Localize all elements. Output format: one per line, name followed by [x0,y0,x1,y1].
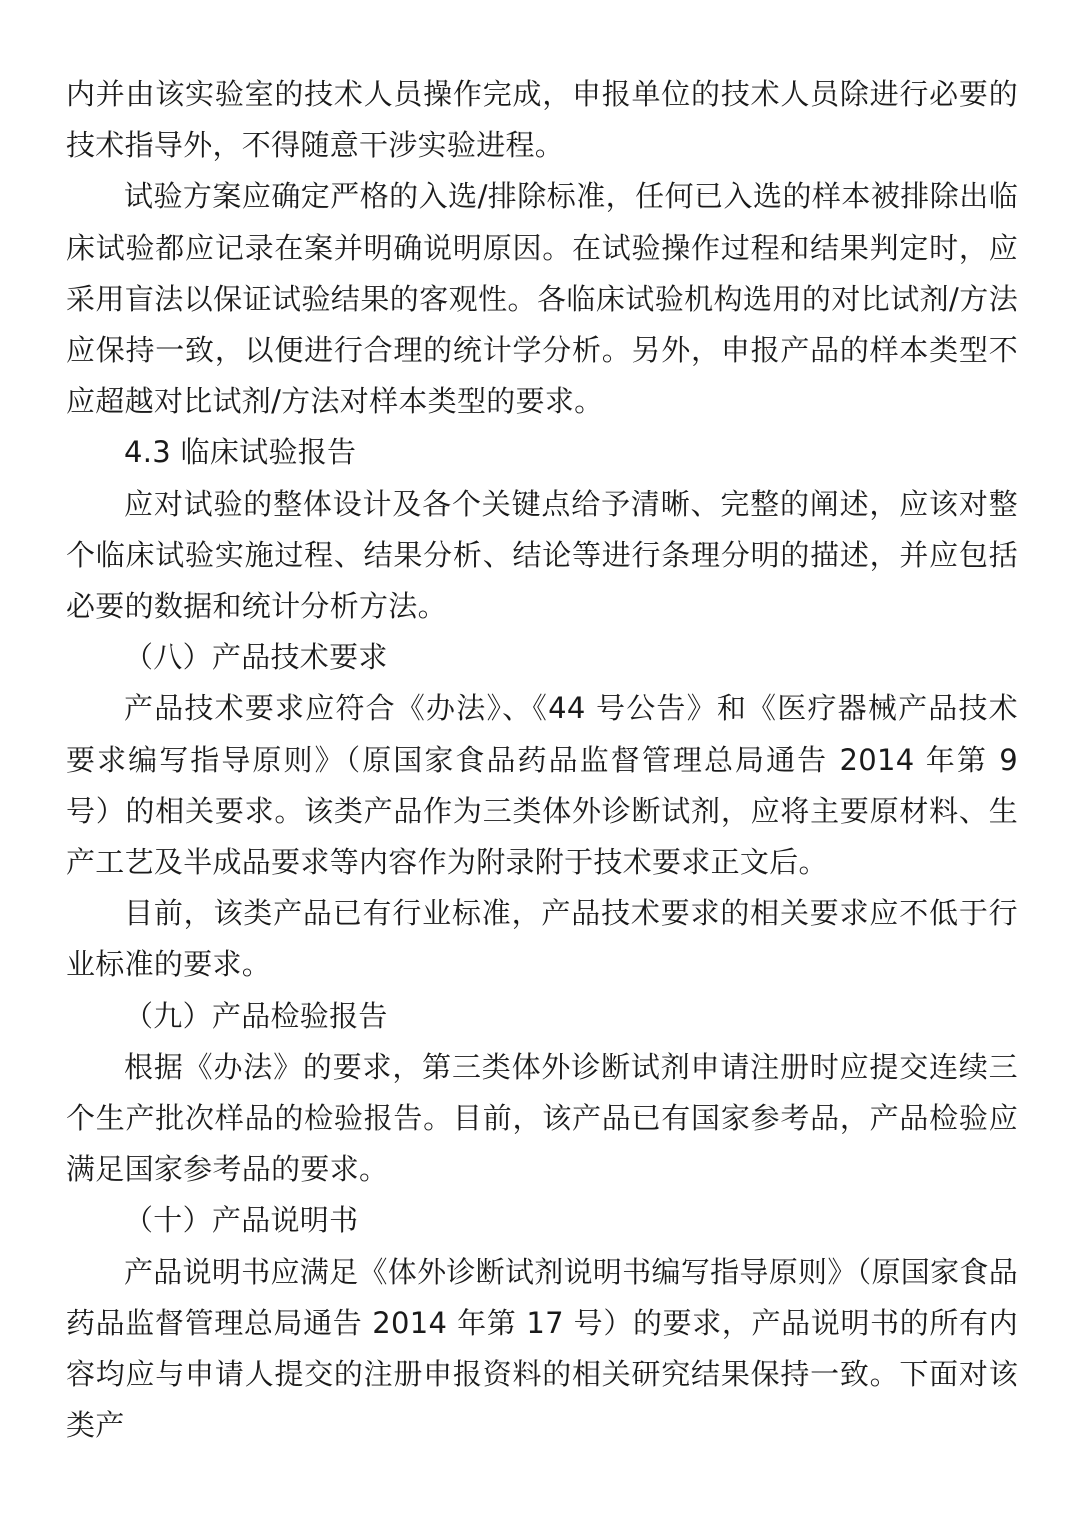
section-heading-8: （八）产品技术要求 [124,640,388,675]
section-heading-10: （十）产品说明书 [124,1203,359,1238]
paragraph-continuation: 内并由该实验室的技术人员操作完成，申报单位的技术人员除进行必要的技术指导外，不得随意干涉实验进程。 [66,77,1018,163]
paragraph-instructions: 产品说明书应满足《体外诊断试剂说明书编写指导原则》（原国家食品药品监督管理总局通告 2014 年第 17 号）的要求，产品说明书的所有内容均应与申请人提交的注册申报资料的相关研究结果保持一致。下面对该类产 [66,1254,1018,1443]
paragraph-trial-protocol: 试验方案应确定严格的入选/排除标准，任何已入选的样本被排除出临床试验都应记录在案并明确说明原因。在试验操作过程和结果判定时，应采用盲法以保证试验结果的客观性。各临床试验机构选用的对比试剂/方法应保持一致，以便进行合理的统计学分析。另外，申报产品的样本类型不应超越对比试剂/方法对样本类型的要求。 [66,179,1018,419]
document-page [66,69,1018,1451]
section-heading-9: （九）产品检验报告 [124,998,388,1033]
section-heading-4-3: 4.3 临床试验报告 [124,435,357,470]
paragraph-industry-standard: 目前，该类产品已有行业标准，产品技术要求的相关要求应不低于行业标准的要求。 [66,896,1018,982]
paragraph-tech-requirements: 产品技术要求应符合《办法》、《44 号公告》和《医疗器械产品技术要求编写指导原则》（原国家食品药品监督管理总局通告 2014 年第 9 号）的相关要求。该类产品作为三类体外诊断试剂，应将主要原材料、生产工艺及半成品要求等内容作为附录附于技术要求正文后。 [66,691,1018,880]
paragraph-inspection-report: 根据《办法》的要求，第三类体外诊断试剂申请注册时应提交连续三个生产批次样品的检验报告。目前，该产品已有国家参考品，产品检验应满足国家参考品的要求。 [66,1049,1018,1187]
paragraph-trial-report: 应对试验的整体设计及各个关键点给予清晰、完整的阐述，应该对整个临床试验实施过程、结果分析、结论等进行条理分明的描述，并应包括必要的数据和统计分析方法。 [66,486,1018,624]
